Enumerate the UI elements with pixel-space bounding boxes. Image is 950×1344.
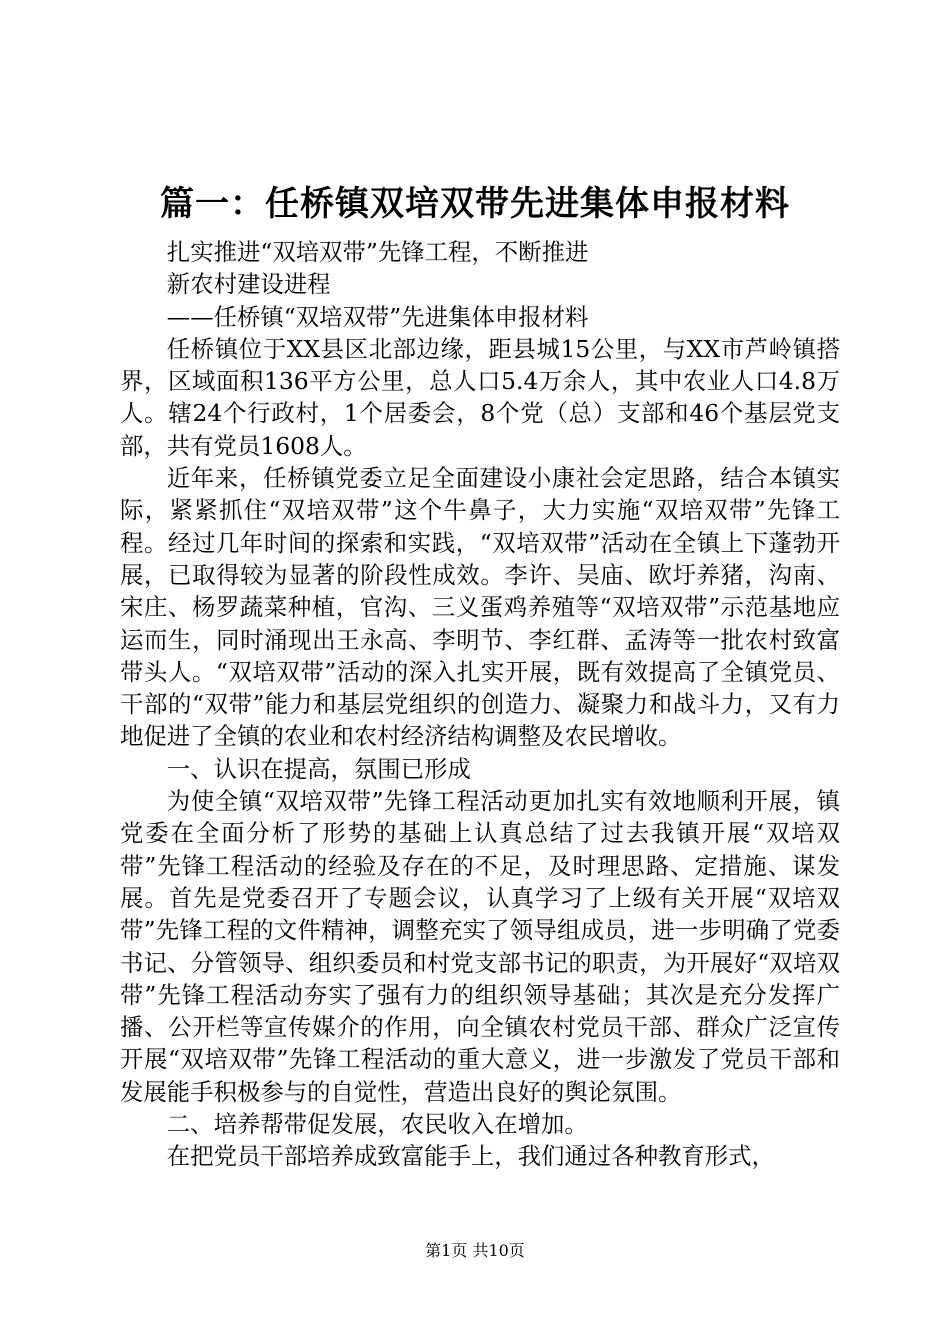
paragraph-overview: 近年来，任桥镇党委立足全面建设小康社会定思路，结合本镇实际，紧紧抓住“双培双带”这个牛鼻子，大力实施“双培双带”先锋工程。经过几年时间的探索和实践，“双培双带”活动在全镇上下蓬勃开展，已取得较为显著的阶段性成效。李许、吴庙、欧圩养猪，沟南、宋庄、杨罗蔬菜种植，官沟、三义蛋鸡养殖等“双培双带”示范基地应运而生，同时涌现出王永高、李明节、李红群、孟涛等一批农村致富带头人。“双培双带”活动的深入扎实开展，既有效提高了全镇党员、干部的“双带”能力和基层党组织的创造力、凝聚力和战斗力，又有力地促进了全镇的农业和农村经济结构调整及农民增收。 — [120, 464, 840, 751]
document-title: 篇一：任桥镇双培双带先进集体申报材料 — [160, 184, 790, 224]
page-footer: 第1页 共10页 — [425, 1241, 525, 1260]
section-heading-1: 一、认识在提高，氛围已形成 — [166, 754, 471, 783]
section-heading-2: 二、培养帮带促发展，农民收入在增加。 — [166, 1110, 588, 1139]
paragraph-section-2: 在把党员干部培养成致富能手上，我们通过各种教育形式， — [166, 1142, 775, 1171]
subtitle-line-1: 扎实推进“双培双带”先锋工程，不断推进 — [166, 238, 589, 266]
document-body — [120, 236, 840, 1173]
subtitle-line-3: ——任桥镇“双培双带”先进集体申报材料 — [166, 302, 589, 331]
paragraph-intro: 任桥镇位于XX县区北部边缘，距县城15公里，与XX市芦岭镇搭界，区域面积136平方公里，总人口5.4万余人，其中农业人口4.8万人。辖24个行政村，1个居委会，8个党（总）支部和46个基层党支部，共有党员1608人。 — [120, 334, 840, 460]
subtitle-line-2: 新农村建设进程 — [166, 270, 331, 299]
paragraph-section-1: 为使全镇“双培双带”先锋工程活动更加扎实有效地顺利开展，镇党委在全面分析了形势的基础上认真总结了过去我镇开展“双培双带”先锋工程活动的经验及存在的不足，及时理思路、定措施、谋发展。首先是党委召开了专题会议，认真学习了上级有关开展“双培双带”先锋工程的文件精神，调整充实了领导组成员，进一步明确了党委书记、分管领导、组织委员和村党支部书记的职责，为开展好“双培双带”先锋工程活动夯实了强有力的组织领导基础；其次是充分发挥广播、公开栏等宣传媒介的作用，向全镇农村党员干部、群众广泛宣传开展“双培双带”先锋工程活动的重大意义，进一步激发了党员干部和发展能手积极参与的自觉性，营造出良好的舆论氛围。 — [120, 787, 840, 1106]
